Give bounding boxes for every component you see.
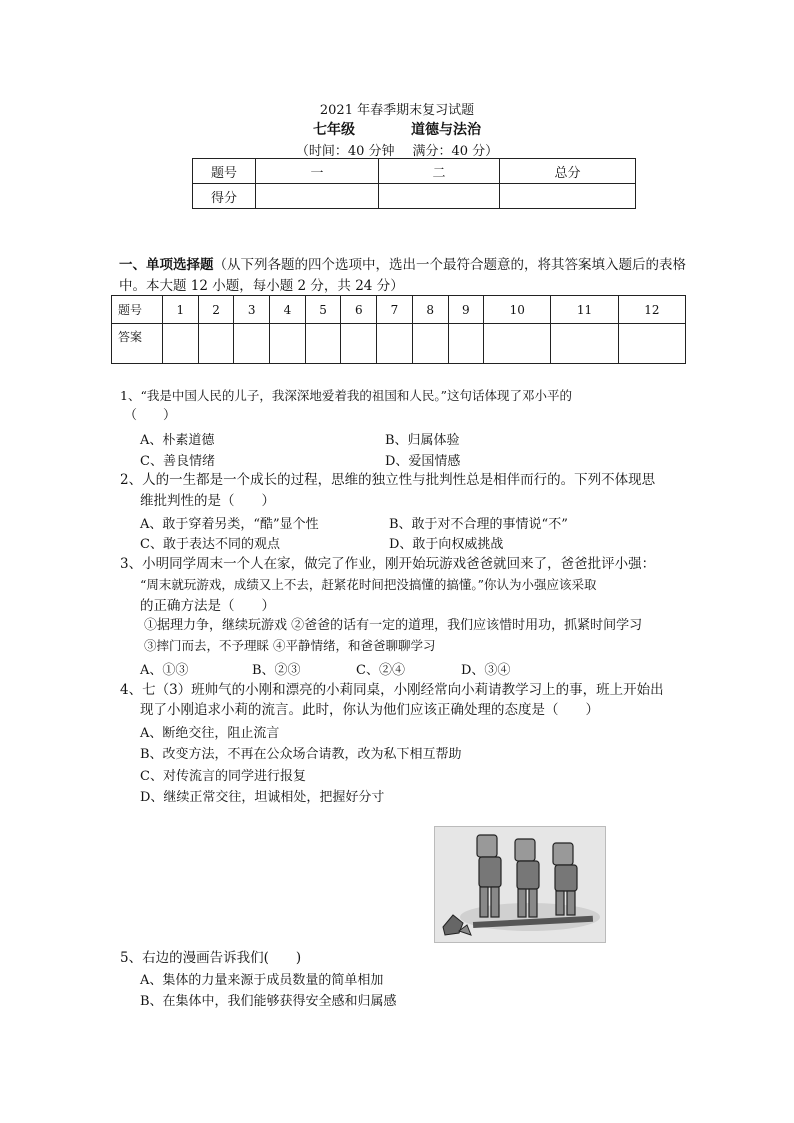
score-input-part1[interactable] bbox=[256, 184, 379, 209]
q4-option-d[interactable]: D、继续正常交往，坦诚相处，把握好分寸 bbox=[140, 790, 385, 805]
score-input-part2[interactable] bbox=[379, 184, 500, 209]
answer-number: 8 bbox=[412, 296, 448, 324]
answer-number: 6 bbox=[341, 296, 377, 324]
grade-label: 七年级 bbox=[313, 122, 355, 138]
q2-option-d[interactable]: D、敢于向权威挑战 bbox=[389, 537, 504, 552]
score-cell-total: 总分 bbox=[500, 159, 636, 184]
cartoon-image bbox=[434, 826, 606, 943]
q1-stem: 1、“我是中国人民的儿子，我深深地爱着我的祖国和人民。”这句话体现了邓小平的 bbox=[120, 388, 572, 403]
subject-label: 道德与法治 bbox=[411, 122, 481, 138]
q4-option-c[interactable]: C、对传流言的同学进行报复 bbox=[140, 769, 306, 784]
answer-table bbox=[111, 295, 686, 364]
q1-option-d[interactable]: D、爱国情感 bbox=[385, 454, 461, 469]
q1-option-b[interactable]: B、归属体验 bbox=[385, 433, 460, 448]
cartoon-illustration bbox=[435, 827, 605, 942]
q2-stem-line2: 维批判性的是（ ） bbox=[140, 493, 275, 509]
q4-stem-line1: 4、七（3）班帅气的小刚和漂亮的小莉同桌，小刚经常向小莉请教学习上的事，班上开始出 bbox=[120, 682, 664, 698]
answer-cell[interactable] bbox=[448, 324, 484, 364]
q2-option-a[interactable]: A、敢于穿着另类，“酷”显个性 bbox=[140, 517, 319, 532]
answer-cell[interactable] bbox=[484, 324, 551, 364]
q1-option-a[interactable]: A、朴素道德 bbox=[140, 433, 215, 448]
q3-option-b[interactable]: B、②③ bbox=[252, 663, 301, 678]
exam-title: 2021 年春季期末复习试题 bbox=[319, 103, 475, 118]
exam-subtitle bbox=[0, 119, 794, 139]
answer-number: 2 bbox=[198, 296, 234, 324]
q4-stem-line2: 现了小刚追求小莉的流言。此时，你认为他们应该正确处理的态度是（ ） bbox=[140, 702, 599, 718]
answer-cell[interactable] bbox=[377, 324, 413, 364]
q3-option-a[interactable]: A、①③ bbox=[140, 663, 189, 678]
answer-number: 5 bbox=[305, 296, 341, 324]
answer-cell[interactable] bbox=[234, 324, 270, 364]
time-limit: （时间：40 分钟 bbox=[295, 144, 395, 159]
answer-cell[interactable] bbox=[551, 324, 618, 364]
full-score: 满分：40 分） bbox=[412, 144, 499, 159]
answer-number: 3 bbox=[234, 296, 270, 324]
answer-cell[interactable] bbox=[163, 324, 199, 364]
q3-stem-line1: 3、小明同学周末一个人在家，做完了作业，刚开始玩游戏爸爸就回来了，爸爸批评小强： bbox=[120, 556, 656, 572]
answer-table-answer-row bbox=[112, 324, 686, 364]
answer-number: 9 bbox=[448, 296, 484, 324]
q5-option-a[interactable]: A、集体的力量来源于成员数量的简单相加 bbox=[140, 973, 384, 988]
q3-option-c[interactable]: C、②④ bbox=[356, 663, 405, 678]
q3-stem-line2: “周末就玩游戏，成绩又上不去，赶紧花时间把没搞懂的搞懂。”你认为小强应该采取 bbox=[140, 577, 597, 592]
answer-number: 10 bbox=[484, 296, 551, 324]
score-cell-part2: 二 bbox=[379, 159, 500, 184]
section1-instruction: （从下列各题的四个选项中，选出一个最符合题意的，将其答案填入题后的表格中。本大题 12 小题，每小题 2 分，共 24 分） bbox=[119, 257, 686, 294]
q5-option-b[interactable]: B、在集体中，我们能够获得安全感和归属感 bbox=[140, 994, 397, 1009]
q3-stem-line3: 的正确方法是（ ） bbox=[140, 598, 275, 614]
answer-row-label: 答案 bbox=[112, 324, 163, 364]
score-row-label: 得分 bbox=[193, 184, 256, 209]
score-table-value-row bbox=[193, 184, 636, 209]
q2-option-b[interactable]: B、敢于对不合理的事情说“不” bbox=[389, 517, 568, 532]
q1-option-c[interactable]: C、善良情绪 bbox=[140, 454, 215, 469]
answer-number: 4 bbox=[270, 296, 306, 324]
score-table bbox=[192, 158, 636, 209]
q2-option-c[interactable]: C、敢于表达不同的观点 bbox=[140, 537, 280, 552]
q3-statement-line1: ①据理力争，继续玩游戏 ②爸爸的话有一定的道理，我们应该惜时用功，抓紧时间学习 bbox=[144, 618, 643, 633]
answer-table-header-row bbox=[112, 296, 686, 324]
answer-number: 7 bbox=[377, 296, 413, 324]
answer-cell[interactable] bbox=[198, 324, 234, 364]
answer-cell[interactable] bbox=[341, 324, 377, 364]
answer-header-label: 题号 bbox=[112, 296, 163, 324]
answer-cell[interactable] bbox=[412, 324, 448, 364]
q4-option-b[interactable]: B、改变方法，不再在公众场合请教，改为私下相互帮助 bbox=[140, 747, 462, 762]
score-input-total[interactable] bbox=[500, 184, 636, 209]
answer-cell[interactable] bbox=[270, 324, 306, 364]
answer-cell[interactable] bbox=[305, 324, 341, 364]
score-cell-label: 题号 bbox=[193, 159, 256, 184]
exam-time-info bbox=[0, 140, 794, 159]
q2-stem-line1: 2、人的一生都是一个成长的过程，思维的独立性与批判性总是相伴而行的。下列不体现思 bbox=[120, 472, 656, 488]
q4-option-a[interactable]: A、断绝交往，阻止流言 bbox=[140, 726, 280, 741]
score-cell-part1: 一 bbox=[256, 159, 379, 184]
score-table-header-row bbox=[193, 159, 636, 184]
q1-bracket: （ ） bbox=[124, 408, 177, 423]
answer-number: 1 bbox=[163, 296, 199, 324]
section1-label: 一、单项选择题 bbox=[119, 257, 214, 273]
answer-number: 12 bbox=[618, 296, 685, 324]
q5-stem: 5、右边的漫画告诉我们( ) bbox=[120, 950, 302, 966]
section1-heading bbox=[119, 255, 689, 297]
q3-statement-line2: ③摔门而去，不予理睬 ④平静情绪，和爸爸聊聊学习 bbox=[144, 638, 436, 653]
answer-number: 11 bbox=[551, 296, 618, 324]
answer-cell[interactable] bbox=[618, 324, 685, 364]
q3-option-d[interactable]: D、③④ bbox=[461, 663, 511, 678]
